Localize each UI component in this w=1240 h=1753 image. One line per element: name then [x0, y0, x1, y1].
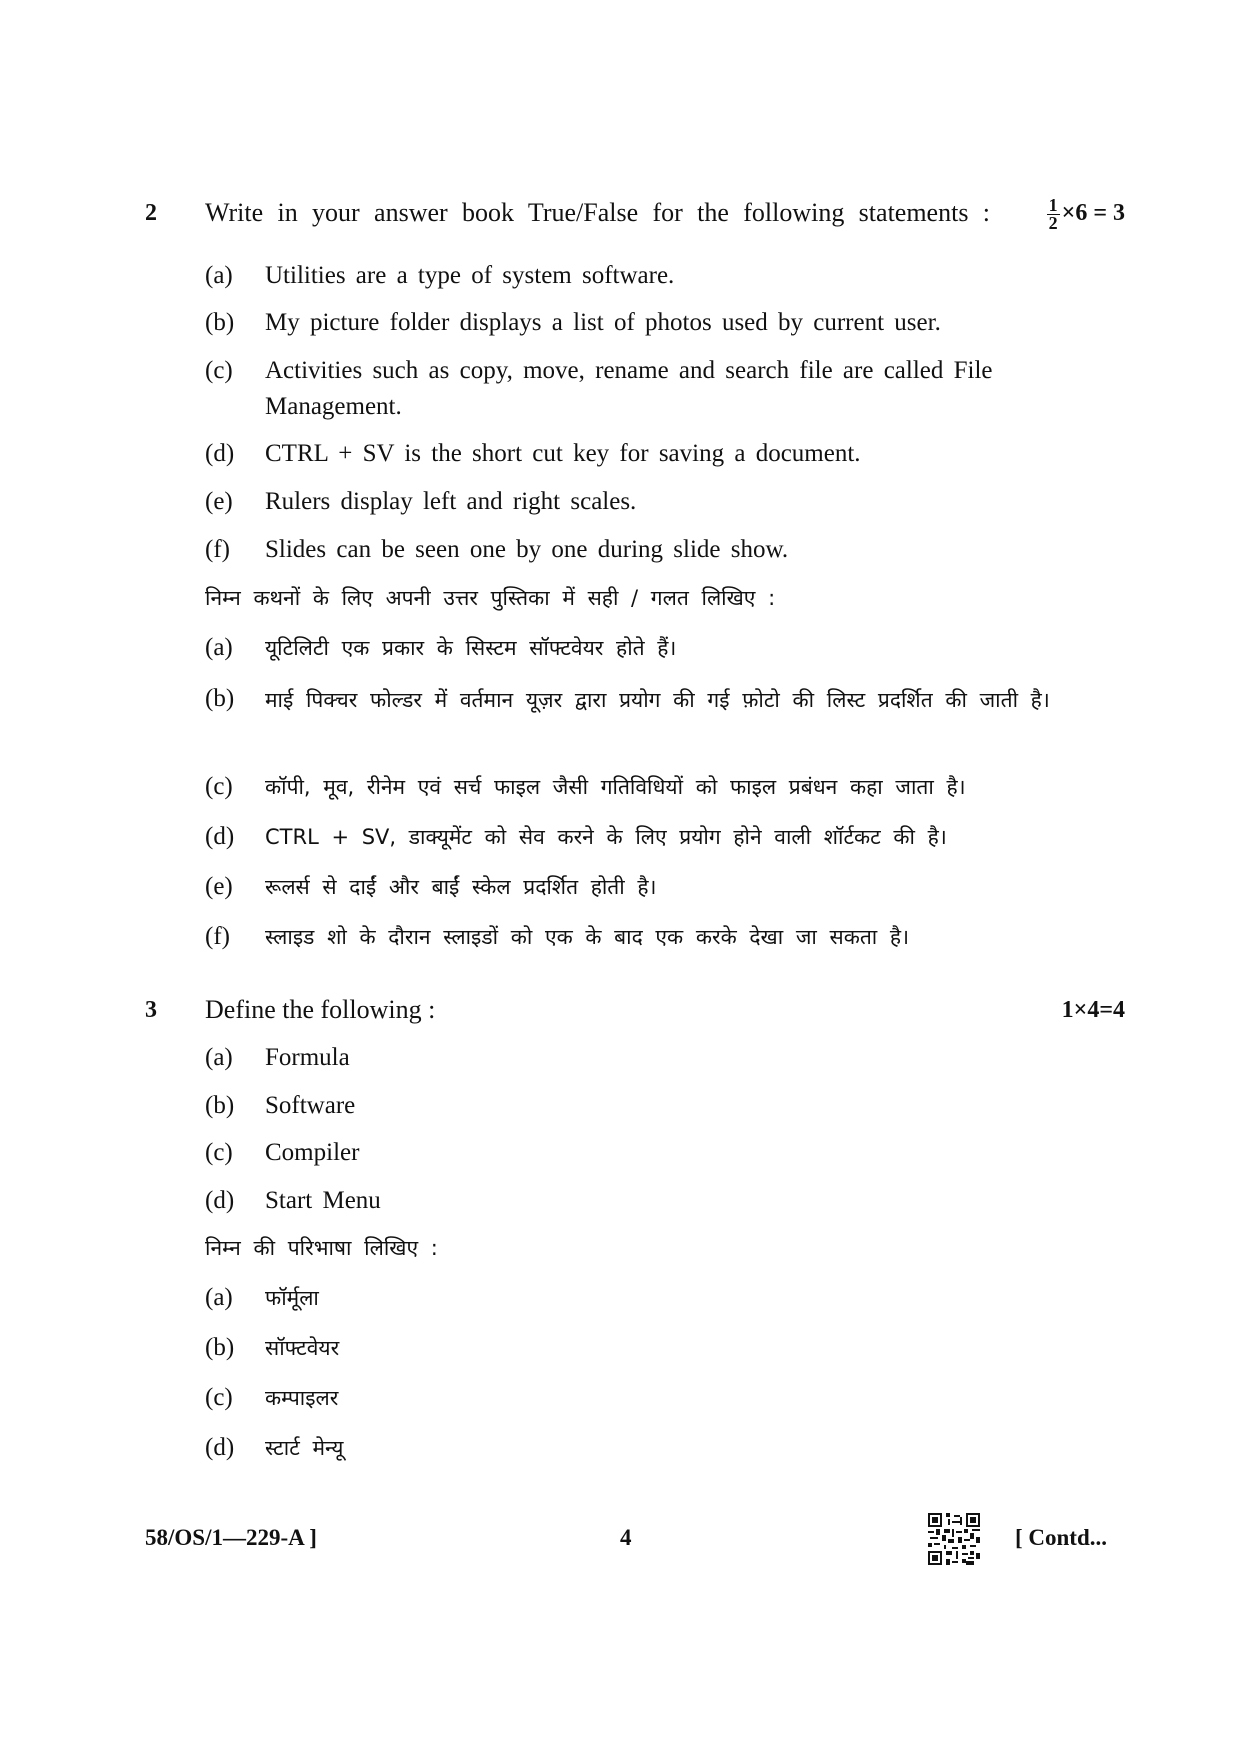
fraction-denominator: 2 [1048, 212, 1058, 233]
item-text: Software [265, 1092, 356, 1119]
paper-code: 58/OS/1—229-A ] [145, 1525, 317, 1550]
item-text: My picture folder displays a list of photos used by current user. [265, 309, 941, 336]
question-prompt-hindi: निम्न कथनों के लिए अपनी उत्तर पुस्तिका में सही / गलत लिखिए : [205, 586, 776, 610]
item-label: (c) [205, 773, 233, 800]
item-text: फॉर्मूला [265, 1286, 319, 1310]
item-label: (c) [205, 357, 233, 384]
item-text: Slides can be seen one by one during slide show. [265, 536, 789, 563]
item-text: कम्पाइलर [265, 1386, 339, 1410]
item-text: रूलर्स से दाईं और बाईं स्केल प्रदर्शित होती है। [265, 875, 657, 899]
item-text: कॉपी, मूव, रीनेम एवं सर्च फाइल जैसी गतिविधियों को फाइल प्रबंधन कहा जाता है। [265, 775, 966, 799]
item-text: Rulers display left and right scales. [265, 488, 637, 515]
question-prompt: Define the following : [205, 995, 436, 1024]
item-text: सॉफ्टवेयर [265, 1336, 340, 1360]
item-text: Compiler [265, 1139, 360, 1166]
question-2-header [145, 193, 1125, 233]
item-label: (f) [205, 923, 230, 950]
item-text: स्टार्ट मेन्यू [265, 1436, 344, 1460]
item-text: Utilities are a type of system software. [265, 262, 675, 289]
item-label: (d) [205, 823, 235, 850]
item-label: (b) [205, 685, 235, 712]
item-text: Activities such as copy, move, rename and search file are called File Management. [265, 357, 993, 420]
item-label: (c) [205, 1139, 233, 1166]
item-label: (a) [205, 1044, 233, 1071]
item-label: (c) [205, 1384, 233, 1411]
item-text: CTRL + SV, डाक्यूमेंट को सेव करने के लिए प्रयोग होने वाली शॉर्टकट की है। [265, 825, 947, 849]
fraction-numerator: 1 [1048, 194, 1058, 215]
question-marks: 1×4=4 [1061, 997, 1125, 1023]
item-text: CTRL + SV is the short cut key for saving a document. [265, 440, 861, 467]
item-label: (d) [205, 440, 235, 467]
item-text: माई पिक्चर फोल्डर में वर्तमान यूज़र द्वारा प्रयोग की गई फ़ोटो की लिस्ट प्रदर्शित की जाती है। [265, 688, 1050, 712]
continued-marker: [ Contd... [1015, 1525, 1108, 1550]
item-label: (b) [205, 309, 235, 336]
item-text: यूटिलिटी एक प्रकार के सिस्टम सॉफ्टवेयर होते हैं। [265, 636, 677, 660]
question-prompt-hindi: निम्न की परिभाषा लिखिए : [205, 1236, 438, 1260]
page-number: 4 [620, 1525, 632, 1550]
marks-multiplier: ×6 = 3 [1061, 200, 1125, 226]
question-marks [1047, 193, 1125, 233]
item-label: (a) [205, 262, 233, 289]
item-label: (d) [205, 1187, 235, 1214]
item-label: (b) [205, 1092, 235, 1119]
item-text: Formula [265, 1044, 350, 1071]
question-3-header [145, 990, 1125, 1030]
question-prompt: Write in your answer book True/False for the following statements : [205, 198, 990, 227]
item-label: (f) [205, 536, 230, 563]
item-label: (a) [205, 1284, 233, 1311]
marks-fraction [1047, 194, 1060, 233]
item-label: (a) [205, 634, 233, 661]
item-label: (b) [205, 1334, 235, 1361]
item-label: (e) [205, 488, 233, 515]
qr-code-icon [928, 1513, 980, 1565]
question-number: 2 [145, 200, 157, 226]
item-text: Start Menu [265, 1187, 381, 1214]
item-label: (e) [205, 873, 233, 900]
question-number: 3 [145, 997, 157, 1023]
item-text: स्लाइड शो के दौरान स्लाइडों को एक के बाद एक करके देखा जा सकता है। [265, 925, 910, 949]
item-label: (d) [205, 1434, 235, 1461]
